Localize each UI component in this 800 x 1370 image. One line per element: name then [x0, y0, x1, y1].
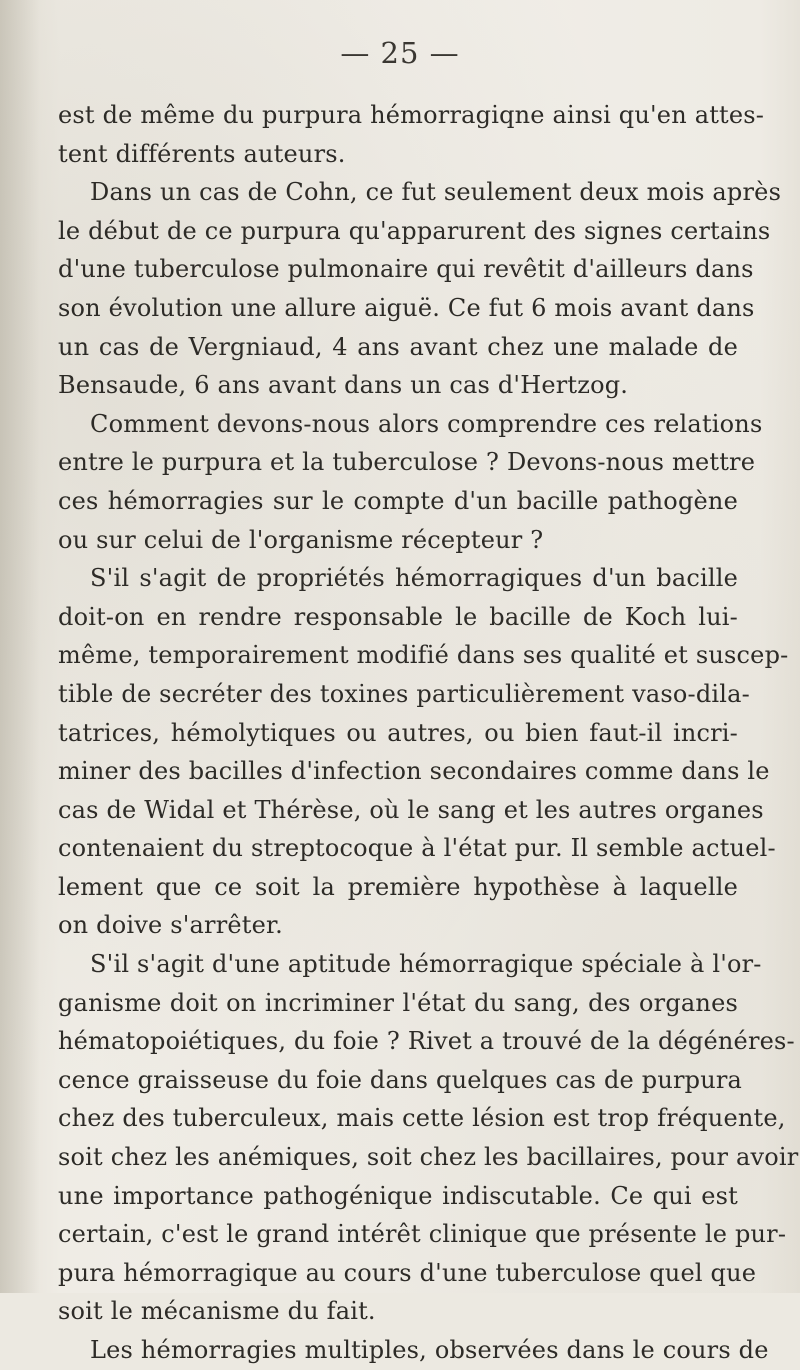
text-line: cence graisseuse du foie dans quelques cas de purpura	[58, 1065, 743, 1094]
page-edge-shadow	[0, 0, 40, 1293]
text-line: Les hémorragies multiples, observées dans le cours de	[90, 1336, 769, 1364]
text-line: une importance pathogénique indiscutable. Ce qui est	[58, 1181, 738, 1210]
text-line: hématopoiétiques, du foie ? Rivet a trouvé de la dégénéres-	[58, 1027, 795, 1056]
text-line: Comment devons-nous alors comprendre ces relations	[90, 409, 763, 438]
text-line: contenaient du streptocoque à l'état pur. Il semble actuel-	[58, 834, 776, 863]
text-line: ces hémorragies sur le compte d'un bacille pathogène	[58, 486, 738, 515]
text-line: chez des tuberculeux, mais cette lésion est trop fréquente,	[58, 1104, 786, 1133]
text-line: tatrices, hémolytiques ou autres, ou bien faut-il incri-	[58, 718, 738, 747]
page-number: — 25 —	[340, 36, 460, 70]
text-line: pura hémorragique au cours d'une tuberculose quel que	[58, 1258, 757, 1287]
text-line: tent différents auteurs.	[58, 139, 346, 168]
text-line: un cas de Vergniaud, 4 ans avant chez une malade de	[58, 332, 738, 361]
text-line: doit-on en rendre responsable le bacille de Koch lui-	[58, 602, 738, 631]
text-line: Dans un cas de Cohn, ce fut seulement deux mois après	[90, 178, 782, 207]
text-line: ou sur celui de l'organisme récepteur ?	[58, 525, 544, 554]
text-line: miner des bacilles d'infection secondaires comme dans le	[58, 757, 770, 786]
text-line: lement que ce soit la première hypothèse à laquelle	[58, 872, 738, 901]
text-line: S'il s'agit d'une aptitude hémorragique spéciale à l'or-	[90, 950, 762, 979]
text-line: est de même du purpura hémorragiqne ainsi qu'en attes-	[58, 101, 765, 129]
text-line: d'une tuberculose pulmonaire qui revêtit d'ailleurs dans	[58, 255, 754, 284]
text-line: le début de ce purpura qu'apparurent des signes certains	[58, 216, 771, 245]
text-line: son évolution une allure aiguë. Ce fut 6 mois avant dans	[58, 293, 755, 322]
text-line: tible de secréter des toxines particulièrement vaso-dila-	[58, 679, 750, 708]
text-line: même, temporairement modifié dans ses qualité et suscep-	[58, 641, 789, 670]
text-line: Bensaude, 6 ans avant dans un cas d'Hertzog.	[58, 371, 629, 400]
text-line: soit chez les anémiques, soit chez les bacillaires, pour avoir	[58, 1143, 799, 1172]
text-line: entre le purpura et la tuberculose ? Devons-nous mettre	[58, 448, 756, 477]
text-line: on doive s'arrêter.	[58, 911, 283, 940]
text-line: ganisme doit on incriminer l'état du sang, des organes	[58, 988, 738, 1017]
text-line: cas de Widal et Thérèse, où le sang et les autres organes	[58, 795, 764, 824]
body-text	[58, 96, 799, 1370]
text-line: S'il s'agit de propriétés hémorragiques d'un bacille	[90, 564, 738, 593]
text-line: certain, c'est le grand intérêt clinique que présente le pur-	[58, 1220, 787, 1249]
text-line: soit le mécanisme du fait.	[58, 1297, 376, 1326]
